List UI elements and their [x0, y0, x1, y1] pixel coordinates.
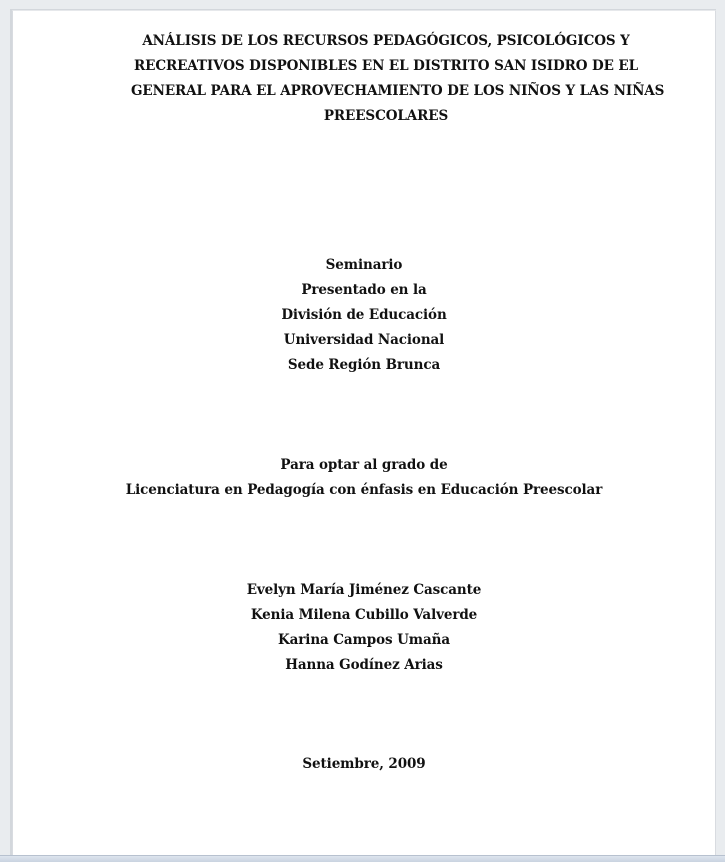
title-line: RECREATIVOS DISPONIBLES EN EL DISTRITO SAN ISIDRO DE EL — [134, 58, 638, 74]
document-title — [131, 29, 665, 129]
seminar-line: División de Educación — [281, 307, 447, 323]
seminar-line: Seminario — [325, 257, 403, 273]
date-text: Setiembre, 2009 — [302, 756, 426, 772]
degree-line: Para optar al grado de — [280, 457, 448, 473]
seminar-line: Universidad Nacional — [283, 332, 445, 348]
degree-info — [13, 453, 715, 503]
author-name: Kenia Milena Cubillo Valverde — [250, 607, 478, 623]
viewer-bottom-bar — [0, 855, 725, 862]
title-line: PREESCOLARES — [323, 108, 449, 124]
document-date — [13, 752, 715, 777]
degree-line: Licenciatura en Pedagogía con énfasis en Educación Preescolar — [125, 482, 603, 498]
seminar-info — [13, 253, 715, 378]
author-name: Karina Campos Umaña — [278, 632, 450, 648]
seminar-line: Sede Región Brunca — [287, 357, 441, 373]
title-line: GENERAL PARA EL APROVECHAMIENTO DE LOS NIÑOS Y LAS NIÑAS — [131, 83, 665, 99]
authors-list — [13, 578, 715, 678]
document-page — [12, 10, 716, 856]
author-name: Hanna Godínez Arias — [285, 657, 443, 673]
title-line: ANÁLISIS DE LOS RECURSOS PEDAGÓGICOS, PSICOLÓGICOS Y — [142, 33, 630, 49]
author-name: Evelyn María Jiménez Cascante — [246, 582, 482, 598]
seminar-line: Presentado en la — [301, 282, 427, 298]
